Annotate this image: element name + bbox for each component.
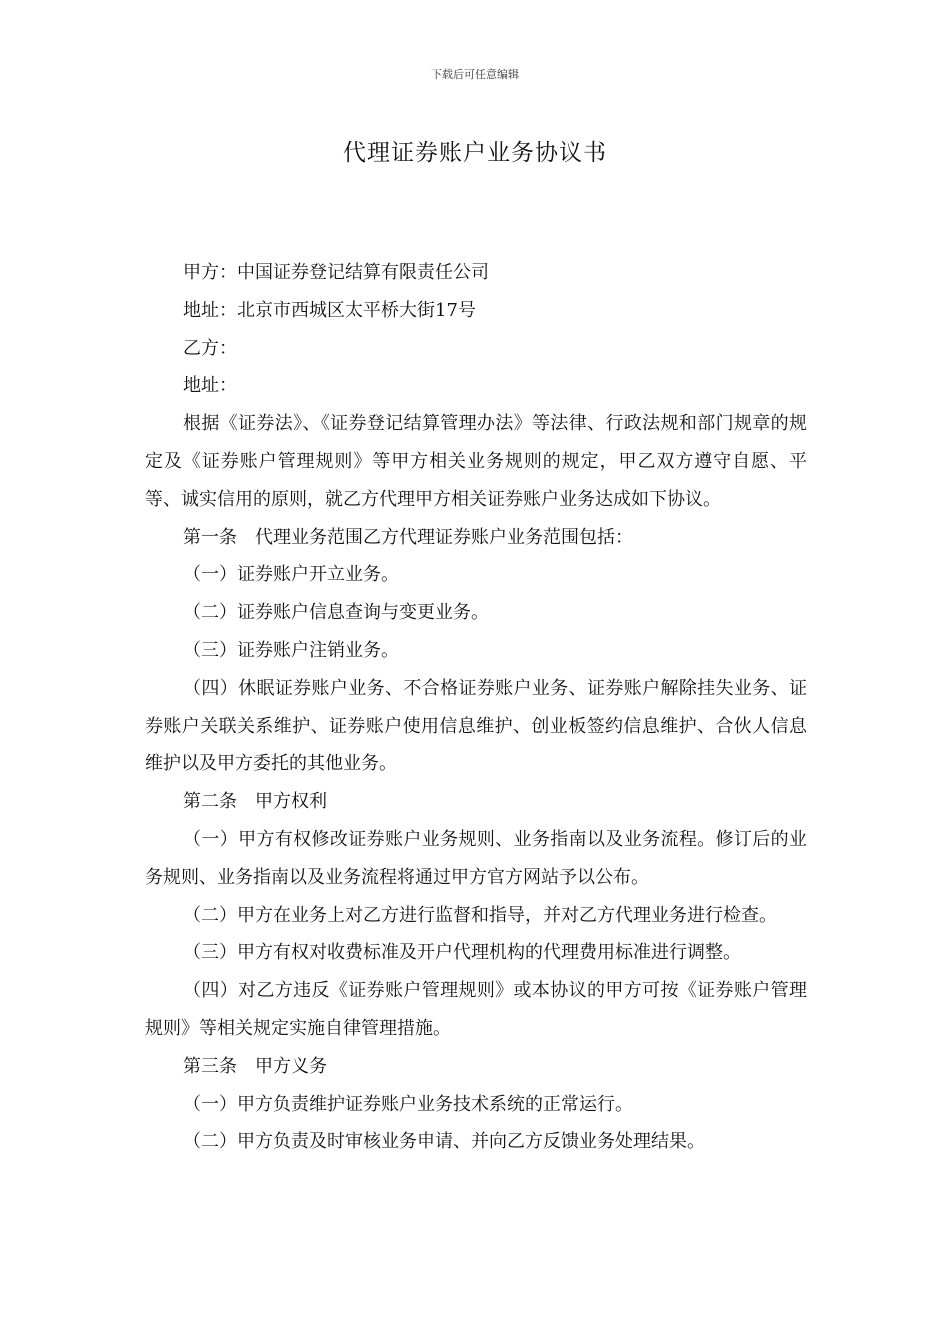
article-1-item-2: （二）证券账户信息查询与变更业务。 <box>183 602 489 624</box>
article-1-item-1: （一）证券账户开立业务。 <box>183 564 399 586</box>
party-b-address-line: 地址： <box>183 375 237 397</box>
article-2-item-3: （三）甲方有权对收费标准及开户代理机构的代理费用标准进行调整。 <box>183 942 741 964</box>
article-1-heading: 第一条 代理业务范围乙方代理证券账户业务范围包括： <box>183 526 633 548</box>
document-body <box>145 254 807 1161</box>
article-3-item-1: （一）甲方负责维护证券账户业务技术系统的正常运行。 <box>183 1093 633 1115</box>
party-b-line: 乙方： <box>183 337 237 359</box>
party-a-address-line: 地址：北京市西城区太平桥大街17号 <box>183 299 476 321</box>
article-3-item-2: （二）甲方负责及时审核业务申请、并向乙方反馈业务处理结果。 <box>183 1131 705 1153</box>
article-2-heading: 第二条 甲方权利 <box>183 791 327 813</box>
preamble-paragraph: 根据《证券法》、《证券登记结算管理办法》等法律、行政法规和部门规章的规定及《证券账户管理规则》等甲方相关业务规则的规定，甲乙双方遵守自愿、平等、诚实信用的原则，就乙方代理甲方相关证券账户业务达成如下协议。 <box>145 413 807 510</box>
article-2-item-4: （四）对乙方违反《证券账户管理规则》或本协议的甲方可按《证券账户管理规则》等相关规定实施自律管理措施。 <box>145 980 807 1039</box>
article-3-heading: 第三条 甲方义务 <box>183 1055 327 1077</box>
article-2-item-1: （一）甲方有权修改证券账户业务规则、业务指南以及业务流程。修订后的业务规则、业务指南以及业务流程将通过甲方官方网站予以公布。 <box>145 828 807 888</box>
party-a-line: 甲方：中国证券登记结算有限责任公司 <box>183 262 489 283</box>
header-note: 下载后可任意编辑 <box>431 68 519 81</box>
article-2-item-2: （二）甲方在业务上对乙方进行监督和指导，并对乙方代理业务进行检查。 <box>183 904 777 926</box>
article-1-item-3: （三）证券账户注销业务。 <box>183 639 399 661</box>
document-title: 代理证券账户业务协议书 <box>343 140 607 166</box>
article-1-item-4: （四）休眠证券账户业务、不合格证券账户业务、证券账户解除挂失业务、证券账户关联关系维护、证券账户使用信息维护、创业板签约信息维护、合伙人信息维护以及甲方委托的其他业务。 <box>145 677 807 775</box>
